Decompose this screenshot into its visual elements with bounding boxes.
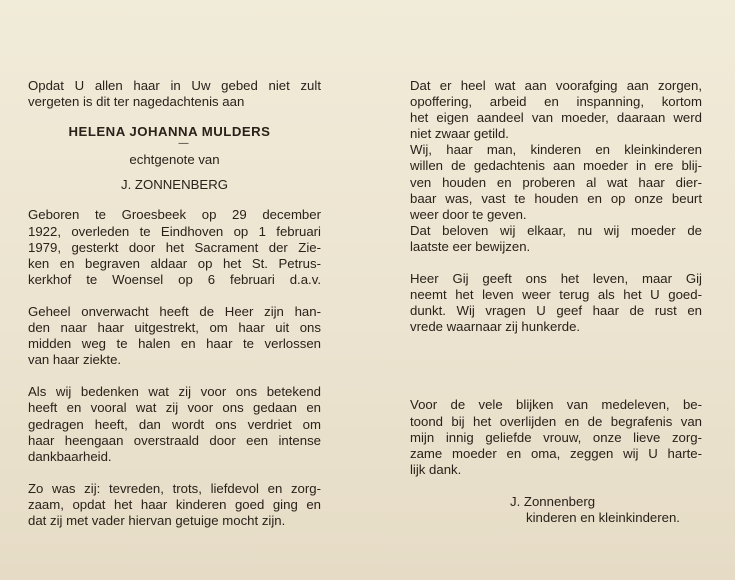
text-line: 1979, gesterkt door het Sacrament der Zie-: [28, 239, 321, 255]
intro-paragraph: [28, 78, 321, 110]
signature-family: kinderen en kleinkinderen.: [526, 509, 680, 525]
text-line: Heer Gij geeft ons het leven, maar Gij: [410, 271, 702, 287]
text-line: baar was, vast te houden en op onze beurt: [410, 190, 702, 206]
thanks-paragraph: [410, 397, 702, 477]
text-line: midden weg te halen en haar te verlossen: [28, 336, 321, 352]
text-line: neemt het leven weer terug als het U goed-: [410, 287, 702, 303]
text-line: Opdat U allen haar in Uw gebed niet zult: [28, 78, 321, 93]
character-paragraph: [28, 481, 321, 529]
text-line: weer door te geven.: [410, 206, 527, 222]
text-line: haar heengaan overstraald door een intense: [28, 432, 321, 448]
text-line: willen de gedachtenis aan moeder in ere blij-: [410, 158, 702, 174]
consider-paragraph: [28, 384, 321, 464]
text-line: dunkt. Wij vragen U geef haar de rust en: [410, 303, 702, 319]
text-line: van haar ziekte.: [28, 352, 122, 368]
text-line: opoffering, arbeid en inspanning, kortom: [410, 94, 702, 110]
struggles-paragraph: [410, 78, 702, 255]
text-line: 1922, overleden te Eindhoven op 1 februari: [28, 223, 321, 239]
text-line: Wij, haar man, kinderen en kleinkinderen: [410, 142, 702, 158]
text-line: Dat beloven wij elkaar, nu wij moeder de: [410, 222, 702, 238]
text-line: laatste eer bewijzen.: [410, 238, 531, 254]
text-line: toond bij het overlijden en de begrafenis van: [410, 413, 702, 429]
text-line: vrede waarnaar zij hunkerde.: [410, 319, 581, 335]
ornament-mark: —: [178, 138, 189, 150]
spouse-name: J. ZONNENBERG: [121, 177, 228, 193]
text-line: mijn innig geliefde vrouw, onze lieve zorg-: [410, 429, 702, 445]
text-line: heeft en vooral wat zij voor ons gedaan en: [28, 400, 321, 416]
birth-death-paragraph: [28, 207, 321, 287]
left-column: [28, 78, 321, 529]
text-line: ven houden en proberen al wat haar dier-: [410, 174, 702, 190]
spouse-label: echtgenote van: [129, 152, 220, 168]
text-line: niet zwaar getild.: [410, 126, 509, 142]
right-column: [410, 78, 702, 526]
text-line: dankbaarheid.: [28, 448, 112, 464]
text-line: Als wij bedenken wat zij voor ons betekend: [28, 384, 321, 400]
text-line: Geheel onverwacht heeft de Heer zijn han-: [28, 303, 321, 319]
text-line: Geboren te Groesbeek op 29 december: [28, 207, 321, 223]
text-line: dat zij met vader hiervan getuige mocht zijn.: [28, 512, 286, 528]
text-line: gedragen heeft, dan wordt ons verdriet om: [28, 416, 321, 432]
text-line: Voor de vele blijken van medeleven, be-: [410, 397, 702, 413]
prayer-paragraph: [410, 271, 702, 335]
text-line: Dat er heel wat aan voorafging aan zorgen,: [410, 78, 702, 93]
text-line: kerkhof te Woensel op 6 februari d.a.v.: [28, 271, 321, 287]
signature-name: J. Zonnenberg: [510, 493, 596, 509]
text-line: den naar haar uitgestrekt, om haar uit ons: [28, 320, 321, 336]
text-line: lijk dank.: [410, 461, 462, 477]
text-line: zaam, opdat het haar kinderen goed ging en: [28, 496, 321, 512]
text-line: ken en begraven aldaar op het St. Petrus-: [28, 255, 321, 271]
text-line: het eigen aandeel van moeder, daaraan werd: [410, 110, 702, 126]
deceased-name: HELENA JOHANNA MULDERS: [68, 124, 271, 140]
unexpected-paragraph: [28, 304, 321, 368]
text-line: vergeten is dit ter nagedachtenis aan: [28, 94, 245, 110]
text-line: Zo was zij: tevreden, trots, liefdevol en zorg-: [28, 480, 321, 496]
text-line: zame moeder en oma, zeggen wij U harte-: [410, 445, 702, 461]
